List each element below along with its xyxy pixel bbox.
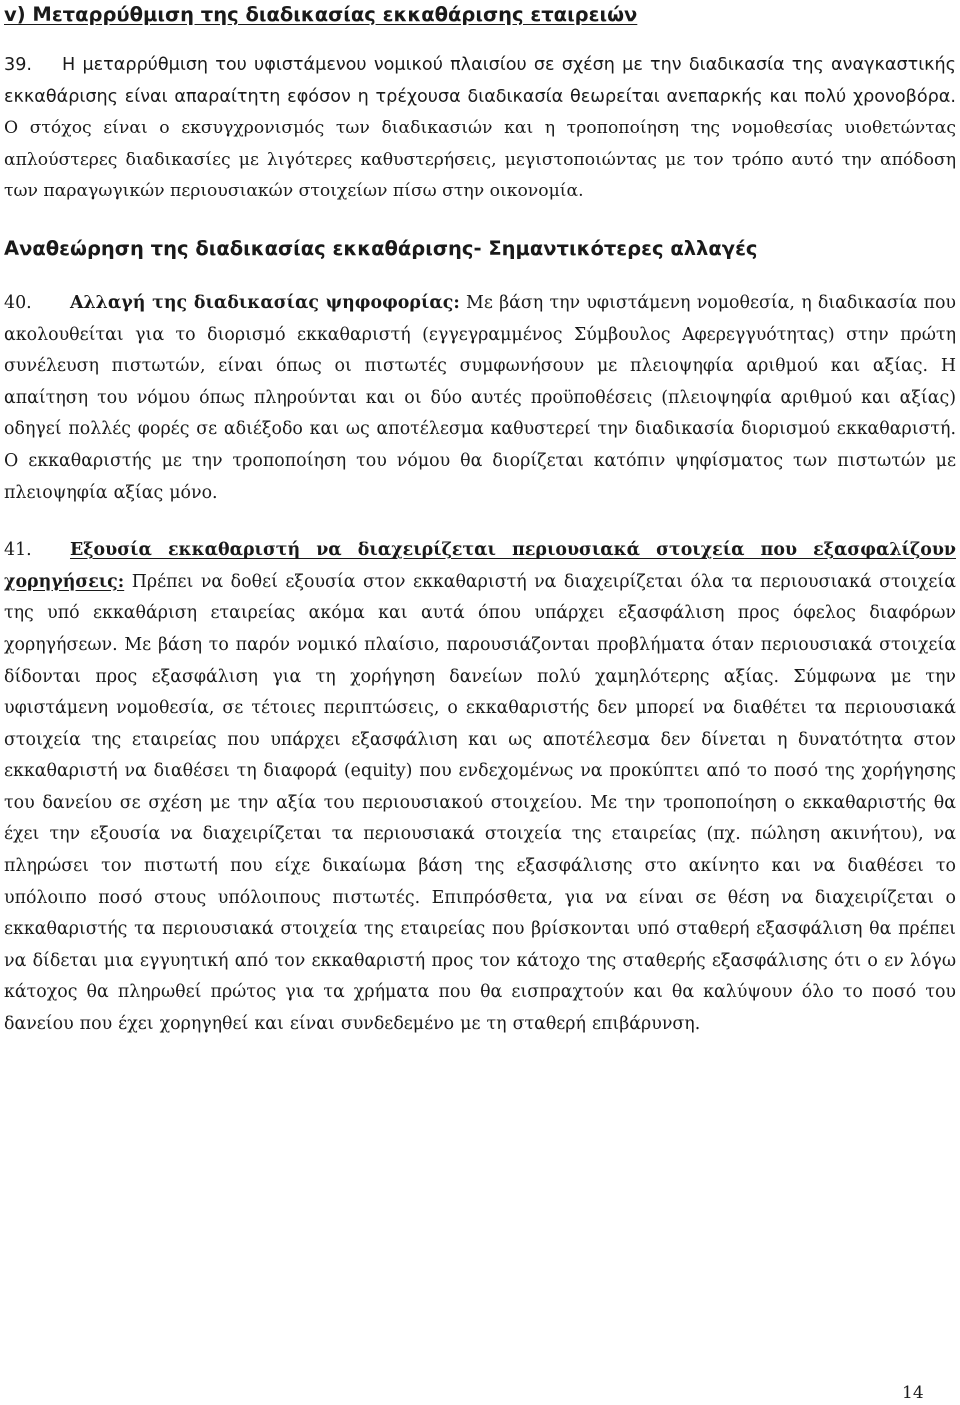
paragraph-40 (4, 288, 956, 509)
paragraph-number: 40. (4, 292, 32, 313)
paragraph-text: Με βάση την υφιστάμενη νομοθεσία, η διαδικασία που ακολουθείται για το διορισμό εκκαθαριστή (εγγεγραμμένος Σύμβουλος Αφερεγγυότητας) στην πρώτη συνέλευση πιστωτών, είναι όπως οι πιστωτές συμφωνήσουν με πλειοψηφία αριθμού και αξίας. Η απαίτηση του νόμου όπως πληρούνται και οι δύο αυτές προϋποθέσεις (πλειοψηφία αριθμού και αξίας) οδηγεί πολλές φορές σε αδιέξοδο και ως αποτέλεσμα καθυστερεί την διαδικασία διορισμού εκκαθαριστή. Ο εκκαθαριστής με την τροποποίηση του νόμου θα διορίζεται κατόπιν ψηφίσματος των πιστωτών με πλειοψηφία αξίας μόνο. (4, 292, 956, 503)
paragraph-text: Η μεταρρύθμιση του υφιστάμενου νομικού πλαισίου σε σχέση με την διαδικασία της αναγκαστικής εκκαθάρισης είναι απαραίτητη εφόσον η τρέχουσα διαδικασία θεωρείται ανεπαρκής και πολύ χρονοβόρα. (4, 55, 956, 107)
page-number: 14 (902, 1383, 924, 1403)
section-heading: v) Μεταρρύθμιση της διαδικασίας εκκαθάρισης εταιρειών (4, 3, 638, 26)
paragraph-lead: Εξουσία εκκαθαριστή να διαχειρίζεται περιουσιακά στοιχεία που εξασφαλίζουν χορηγήσεις: (4, 540, 956, 592)
subheading: Αναθεώρηση της διαδικασίας εκκαθάρισης- Σημαντικότερες αλλαγές (4, 236, 758, 260)
paragraph-39 (4, 50, 956, 208)
paragraph-41 (4, 535, 956, 1041)
paragraph-text: Πρέπει να δοθεί εξουσία στον εκκαθαριστή να διαχειρίζεται όλα τα περιουσιακά στοιχεία της υπό εκκαθάριση εταιρείας ακόμα και αυτά όπου υπάρχει εξασφάλιση προς όφελος διαφόρων χορηγήσεων. Με βάση το παρόν νομικό πλαίσιο, παρουσιάζονται προβλήματα όταν περιουσιακά στοιχεία δίδονται προς εξασφάλιση για τη χορήγηση δανείων πολύ χαμηλότερης αξίας. Σύμφωνα με την υφιστάμενη νομοθεσία, σε τέτοιες περιπτώσεις, ο εκκαθαριστής δεν μπορεί να διαθέτει τα περιουσιακά στοιχεία της εταιρείας που υπάρχει εξασφάλιση και ως αποτέλεσμα δεν δίνεται η δυνατότητα στον εκκαθαριστή να διαθέσει τη διαφορά (equity) που ενδεχομένως να προκύπτει από το ποσό της χορήγησης του δανείου σε σχέση με την αξία του περιουσιακού στοιχείου. Με την τροποποίηση ο εκκαθαριστής θα έχει την εξουσία να διαχειρίζεται τα περιουσιακά στοιχεία της εταιρείας (πχ. πώληση ακινήτου), να πληρώσει τον πιστωτή που είχε δικαίωμα βάση της εξασφάλισης στο ακίνητο και να διαθέσει το υπόλοιπο ποσό στους υπόλοιπους πιστωτές. Επιπρόσθετα, για να είναι σε θέση να διαχειρίζεται ο εκκαθαριστής τα περιουσιακά στοιχεία της εταιρείας που βρίσκονται υπό σταθερή εξασφάλιση θα πρέπει να δίδεται μια εγγυητική από τον εκκαθαριστή προς τον κάτοχο της σταθερής εξασφάλισης ότι ο εν λόγω κάτοχος θα πληρωθεί πρώτος για τα χρήματα που θα εισπραχτούν και θα καλύψουν όλο το ποσό του δανείου που έχει χορηγηθεί και είναι συνδεδεμένο με τη σταθερή επιβάρυνση. (4, 571, 956, 1035)
paragraph-number: 41. (4, 540, 32, 561)
paragraph-number: 39. (4, 55, 32, 75)
paragraph-text: Ο στόχος είναι ο εκσυγχρονισμός των διαδικασιών και η τροποποίηση της νομοθεσίας υιοθετώντας απλούστερες διαδικασίες με λιγότερες καθυστερήσεις, μεγιστοποιώντας με τον τρόπο αυτό την απόδοση των παραγωγικών περιουσιακών στοιχείων πίσω στην οικονομία. (4, 118, 956, 202)
document-body (4, 0, 956, 1041)
paragraph-lead: Αλλαγή της διαδικασίας ψηφοφορίας: (70, 292, 460, 313)
